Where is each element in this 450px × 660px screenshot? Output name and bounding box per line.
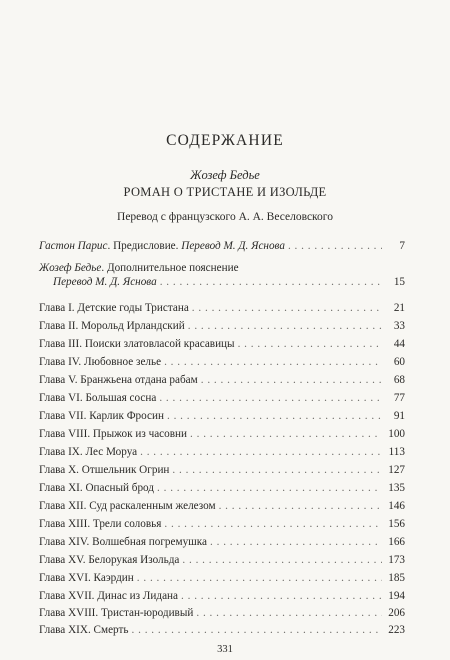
- toc-entry-label: Глава XIX. Смерть: [39, 624, 129, 636]
- dot-leader: [288, 240, 382, 253]
- toc-entry-explanation-line2: [53, 276, 405, 289]
- dot-leader: [190, 428, 382, 441]
- toc-entry-label: Глава IV. Любовное зелье: [39, 356, 162, 368]
- toc-entry-page: 146: [388, 500, 405, 512]
- dot-leader: [182, 554, 382, 567]
- toc-entry-chapter: [39, 607, 405, 620]
- dot-leader: [160, 276, 382, 289]
- preface-translator: Перевод М. Д. Яснова: [181, 240, 285, 252]
- preface-text: . Предисловие.: [107, 240, 182, 252]
- toc-entry-chapter: [39, 302, 405, 315]
- toc-entry-label: Глава V. Бранжьена отдана рабам: [39, 374, 198, 386]
- explanation-author: Жозеф Бедье: [39, 262, 102, 274]
- dot-leader: [164, 518, 382, 531]
- dot-leader: [167, 410, 382, 423]
- toc-entry-page: 206: [388, 607, 405, 619]
- toc-entry-chapter: [39, 428, 405, 441]
- toc-entry-page: 68: [393, 374, 405, 386]
- dot-leader: [238, 338, 382, 351]
- dot-leader: [201, 374, 382, 387]
- toc-entry-label: Глава XVI. Каэрдин: [39, 572, 134, 584]
- dot-leader: [157, 482, 382, 495]
- toc-entry-chapter: [39, 482, 405, 495]
- dot-leader: [132, 624, 383, 637]
- toc-entry-chapter: [39, 500, 405, 513]
- toc-entry-chapter: [39, 410, 405, 423]
- toc-entry-page: 91: [393, 410, 405, 422]
- toc-entry-label: Глава II. Морольд Ирландский: [39, 320, 185, 332]
- toc-entry-label: Глава XIII. Трели соловья: [39, 518, 162, 530]
- dot-leader: [159, 392, 382, 405]
- toc-entry-page: 166: [388, 536, 405, 548]
- toc-entry-page: 21: [393, 302, 405, 314]
- dot-leader: [140, 446, 382, 459]
- dot-leader: [181, 590, 382, 603]
- toc-entry-chapter: [39, 464, 405, 477]
- toc-entry-chapter: [39, 572, 405, 585]
- page-number: 331: [217, 644, 233, 655]
- toc-entry-page: 60: [393, 356, 405, 368]
- toc-entry-page: 156: [388, 518, 405, 530]
- toc-entry-chapter: [39, 320, 405, 333]
- dot-leader: [219, 500, 382, 513]
- toc-entry-chapter: [39, 374, 405, 387]
- dot-leader: [210, 536, 382, 549]
- preface-author: Гастон Парис: [39, 240, 108, 252]
- toc-entry-page: 33: [393, 320, 405, 332]
- toc-entry-chapter: [39, 338, 405, 351]
- toc-entry-label: Глава XV. Белорукая Изольда: [39, 554, 180, 566]
- toc-entry-label: [39, 240, 285, 253]
- dot-leader: [196, 607, 382, 620]
- translator-note: Перевод с французского А. А. Веселовского: [117, 211, 333, 223]
- page-title: СОДЕРЖАНИЕ: [166, 132, 284, 149]
- toc-entry-label: Глава VIII. Прыжок из часовни: [39, 428, 187, 440]
- toc-entry-chapter: [39, 624, 405, 637]
- dot-leader: [192, 302, 382, 315]
- toc-entry-page: 100: [388, 428, 405, 440]
- toc-entry-label: Глава X. Отшельник Огрин: [39, 464, 170, 476]
- toc-entry-preface: [39, 240, 405, 253]
- toc-entry-page: 194: [388, 590, 405, 602]
- toc-entry-page: 113: [388, 446, 405, 458]
- toc-entry-page: 44: [393, 338, 405, 350]
- dot-leader: [137, 572, 382, 585]
- toc-entry-chapter: [39, 590, 405, 603]
- toc-entry-chapter: [39, 356, 405, 369]
- toc-entry-page: 173: [388, 554, 405, 566]
- toc-entry-page: 15: [393, 276, 405, 288]
- work-author: Жозеф Бедье: [190, 168, 260, 182]
- toc-entry-label: Глава I. Детские годы Тристана: [39, 302, 189, 314]
- explanation-text: . Дополнительное пояснение: [101, 262, 239, 274]
- toc-entry-page: 135: [388, 482, 405, 494]
- toc-entry-label: Глава XI. Опасный брод: [39, 482, 155, 494]
- toc-entry-label: Глава III. Поиски златовласой красавицы: [39, 338, 235, 350]
- toc-entry-page: 7: [399, 240, 405, 252]
- toc-entry-chapter: [39, 446, 405, 459]
- dot-leader: [164, 356, 382, 369]
- dot-leader: [188, 320, 382, 333]
- dot-leader: [172, 464, 382, 477]
- work-title: РОМАН О ТРИСТАНЕ И ИЗОЛЬДЕ: [123, 185, 327, 199]
- toc-entry-label: Глава VI. Большая сосна: [39, 392, 157, 404]
- toc-entry-label: Глава XVII. Динас из Лидана: [39, 590, 178, 602]
- toc-entry-chapter: [39, 392, 405, 405]
- toc-entry-explanation-line1: [39, 262, 239, 275]
- toc-entry-label: Глава XVIII. Тристан-юродивый: [39, 607, 194, 619]
- explanation-translator: Перевод М. Д. Яснова: [53, 276, 157, 288]
- toc-entry-label: Глава VII. Карлик Фросин: [39, 410, 164, 422]
- toc-entry-label: Глава XIV. Волшебная погремушка: [39, 536, 208, 548]
- toc-entry-page: 77: [393, 392, 405, 404]
- toc-entry-label: Глава IX. Лес Моруа: [39, 446, 138, 458]
- toc-entry-chapter: [39, 554, 405, 567]
- toc-entry-label: Глава XII. Суд раскаленным железом: [39, 500, 216, 512]
- toc-entry-page: 185: [388, 572, 405, 584]
- toc-entry-chapter: [39, 518, 405, 531]
- toc-entry-chapter: [39, 536, 405, 549]
- toc-entry-page: 223: [388, 624, 405, 636]
- toc-entry-page: 127: [388, 464, 405, 476]
